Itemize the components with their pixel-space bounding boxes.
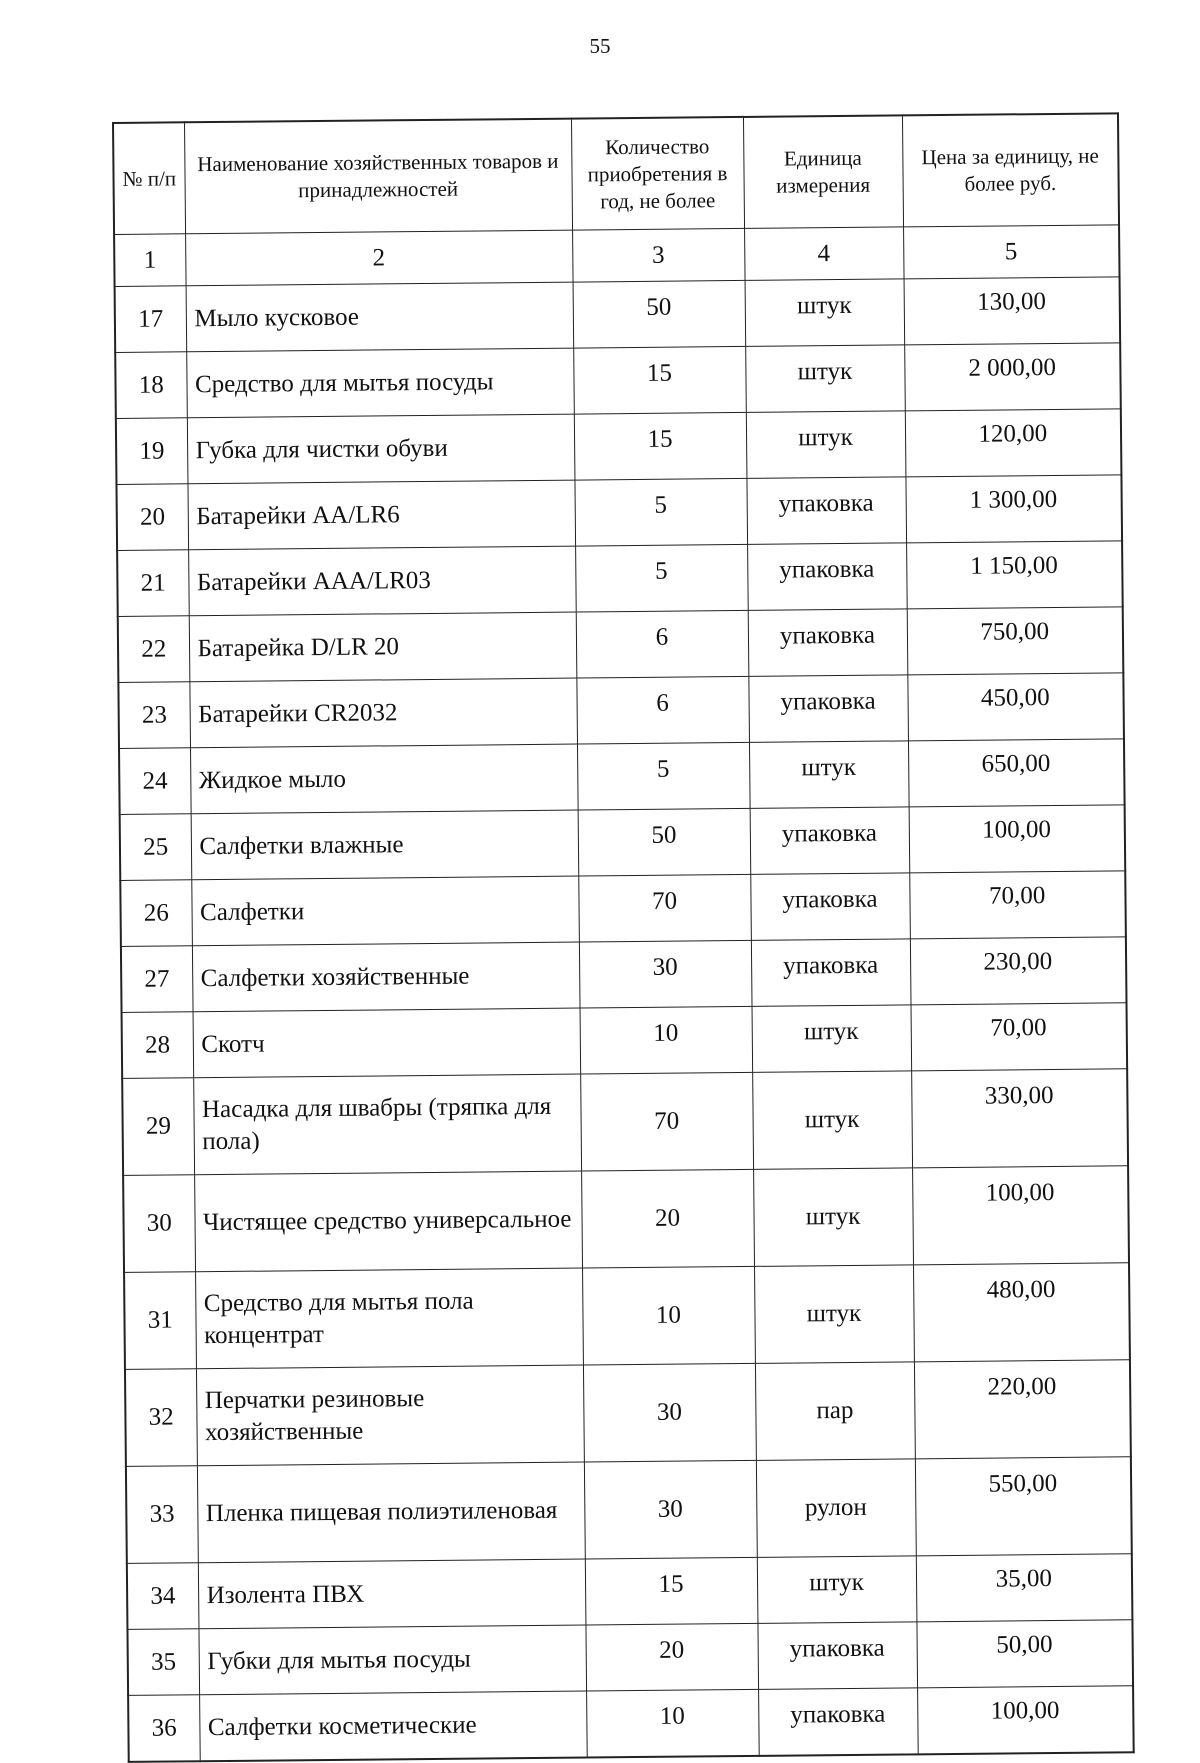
cell-name: Насадка для швабры (тряпка для пола)	[193, 1074, 581, 1175]
cell-unit: упаковка	[758, 1688, 918, 1756]
table-row	[118, 607, 1124, 683]
cell-price: 750,00	[907, 607, 1124, 675]
cell-num: 36	[128, 1695, 200, 1762]
cell-unit: пар	[755, 1362, 915, 1461]
cell-num: 20	[116, 484, 188, 551]
table-body	[114, 225, 1134, 1762]
cell-num: 29	[122, 1078, 194, 1176]
cell-name: Салфетки хозяйственные	[192, 942, 580, 1012]
cell-unit: штук	[754, 1265, 914, 1364]
cell-name: Перчатки резиновые хозяйственные	[196, 1365, 584, 1466]
cell-unit: штук	[753, 1168, 913, 1267]
cell-qty: 5	[575, 544, 748, 612]
cell-price: 220,00	[914, 1360, 1131, 1459]
cell-price: 330,00	[911, 1069, 1128, 1168]
cell-num: 24	[119, 748, 191, 815]
cell-num: 25	[120, 814, 192, 881]
cell-qty: 10	[582, 1266, 755, 1365]
cell-unit: упаковка	[748, 609, 908, 677]
cell-num: 28	[122, 1012, 194, 1079]
table-row	[116, 409, 1122, 485]
cell-qty: 30	[583, 1363, 756, 1462]
cell-price: 480,00	[913, 1263, 1130, 1362]
cell-num: 21	[117, 550, 189, 617]
cell-qty: 20	[585, 1623, 758, 1691]
cell-price: 100,00	[909, 805, 1126, 873]
cell-qty: 6	[576, 676, 749, 744]
table-row	[122, 1069, 1128, 1176]
cell-price: 230,00	[910, 937, 1127, 1005]
page-number: 55	[589, 34, 611, 58]
cell-num: 26	[120, 880, 192, 947]
cell-qty: 15	[574, 412, 747, 480]
column-number: 5	[903, 225, 1119, 279]
cell-unit: упаковка	[751, 939, 911, 1007]
cell-unit: штук	[752, 1071, 912, 1170]
table-row	[126, 1457, 1132, 1564]
table-row	[125, 1360, 1131, 1467]
cell-unit: упаковка	[757, 1622, 917, 1690]
cell-qty: 30	[579, 940, 752, 1008]
cell-unit: штук	[749, 741, 909, 809]
cell-name: Мыло кусковое	[186, 282, 574, 352]
cell-name: Изолента ПВХ	[198, 1559, 586, 1629]
cell-price: 50,00	[916, 1620, 1133, 1688]
cell-qty: 10	[580, 1006, 753, 1074]
cell-num: 32	[125, 1369, 197, 1467]
cell-num: 17	[115, 286, 187, 353]
cell-qty: 5	[577, 742, 750, 810]
cell-qty: 70	[578, 874, 751, 942]
goods-table-wrapper	[112, 112, 1133, 1763]
cell-name: Средство для мытья пола концентрат	[195, 1268, 583, 1369]
cell-name: Губка для чистки обуви	[187, 414, 575, 484]
cell-num: 35	[127, 1629, 199, 1696]
cell-num: 23	[118, 682, 190, 749]
cell-price: 1 150,00	[906, 541, 1123, 609]
cell-name: Жидкое мыло	[190, 744, 578, 814]
cell-price: 130,00	[904, 277, 1121, 345]
cell-price: 2 000,00	[904, 343, 1121, 411]
column-number: 2	[185, 230, 572, 286]
cell-name: Чистящее средство универсальное	[194, 1171, 582, 1272]
cell-name: Батарейки CR2032	[189, 678, 577, 748]
cell-qty: 15	[585, 1557, 758, 1625]
cell-num: 34	[127, 1563, 199, 1630]
cell-num: 31	[124, 1272, 196, 1370]
header-unit: Единица измерения	[743, 115, 903, 228]
cell-num: 22	[118, 616, 190, 683]
cell-unit: штук	[757, 1556, 917, 1624]
table-row	[120, 805, 1126, 881]
cell-name: Салфетки	[191, 876, 579, 946]
header-name: Наименование хозяйственных товаров и принадлежностей	[184, 119, 572, 234]
table-row	[115, 277, 1121, 353]
cell-num: 27	[121, 946, 193, 1013]
cell-price: 100,00	[912, 1166, 1129, 1265]
column-number: 3	[572, 228, 744, 282]
table-row	[127, 1554, 1133, 1630]
header-price: Цена за единицу, не более руб.	[902, 113, 1119, 227]
cell-unit: упаковка	[750, 807, 910, 875]
table-row	[127, 1620, 1133, 1696]
cell-unit: упаковка	[748, 675, 908, 743]
cell-qty: 15	[573, 346, 746, 414]
table-row	[118, 673, 1124, 749]
column-number: 4	[744, 227, 903, 281]
cell-name: Салфетки косметические	[199, 1691, 587, 1761]
cell-unit: штук	[745, 279, 905, 347]
cell-unit: упаковка	[750, 873, 910, 941]
cell-num: 30	[123, 1175, 195, 1273]
cell-name: Средство для мытья посуды	[186, 348, 574, 418]
cell-name: Пленка пищевая полиэтиленовая	[197, 1462, 585, 1563]
cell-name: Батарейки AA/LR6	[187, 480, 575, 550]
table-row	[120, 871, 1126, 947]
cell-unit: штук	[752, 1005, 912, 1073]
cell-price: 450,00	[907, 673, 1124, 741]
cell-qty: 6	[576, 610, 749, 678]
cell-name: Батарейка D/LR 20	[189, 612, 577, 682]
cell-price: 1 300,00	[905, 475, 1122, 543]
table-row	[122, 1003, 1128, 1079]
cell-name: Батарейки AAA/LR03	[188, 546, 576, 616]
table-row	[116, 475, 1122, 551]
column-numbers-row	[114, 225, 1119, 287]
table-row	[115, 343, 1121, 419]
table-row	[128, 1686, 1134, 1762]
cell-qty: 10	[586, 1689, 759, 1757]
cell-unit: штук	[746, 411, 906, 479]
cell-price: 650,00	[908, 739, 1125, 807]
table-row	[121, 937, 1127, 1013]
cell-price: 70,00	[911, 1003, 1128, 1071]
cell-qty: 70	[580, 1072, 753, 1171]
cell-unit: упаковка	[747, 543, 907, 611]
cell-price: 35,00	[916, 1554, 1133, 1622]
cell-name: Губки для мытья посуды	[198, 1625, 586, 1695]
cell-unit: упаковка	[746, 477, 906, 545]
cell-name: Скотч	[193, 1008, 581, 1078]
cell-num: 19	[116, 418, 188, 485]
header-num: № п/п	[113, 122, 185, 234]
cell-qty: 5	[574, 478, 747, 546]
header-qty: Количество приобретения в год, не более	[571, 117, 744, 230]
cell-name: Салфетки влажные	[191, 810, 579, 880]
table-row	[124, 1263, 1130, 1370]
column-number: 1	[114, 234, 185, 287]
table-row	[123, 1166, 1129, 1273]
table-row	[117, 541, 1123, 617]
cell-qty: 50	[578, 808, 751, 876]
table-row	[119, 739, 1125, 815]
cell-unit: рулон	[756, 1459, 916, 1558]
cell-num: 33	[126, 1466, 198, 1564]
goods-table	[112, 112, 1135, 1763]
cell-price: 70,00	[909, 871, 1126, 939]
cell-price: 550,00	[915, 1457, 1132, 1556]
cell-price: 120,00	[905, 409, 1122, 477]
cell-price: 100,00	[917, 1686, 1134, 1755]
cell-qty: 50	[573, 280, 746, 348]
cell-qty: 20	[581, 1169, 754, 1268]
cell-qty: 30	[584, 1460, 757, 1559]
cell-unit: штук	[745, 345, 905, 413]
header-row	[113, 113, 1119, 234]
cell-num: 18	[115, 352, 187, 419]
